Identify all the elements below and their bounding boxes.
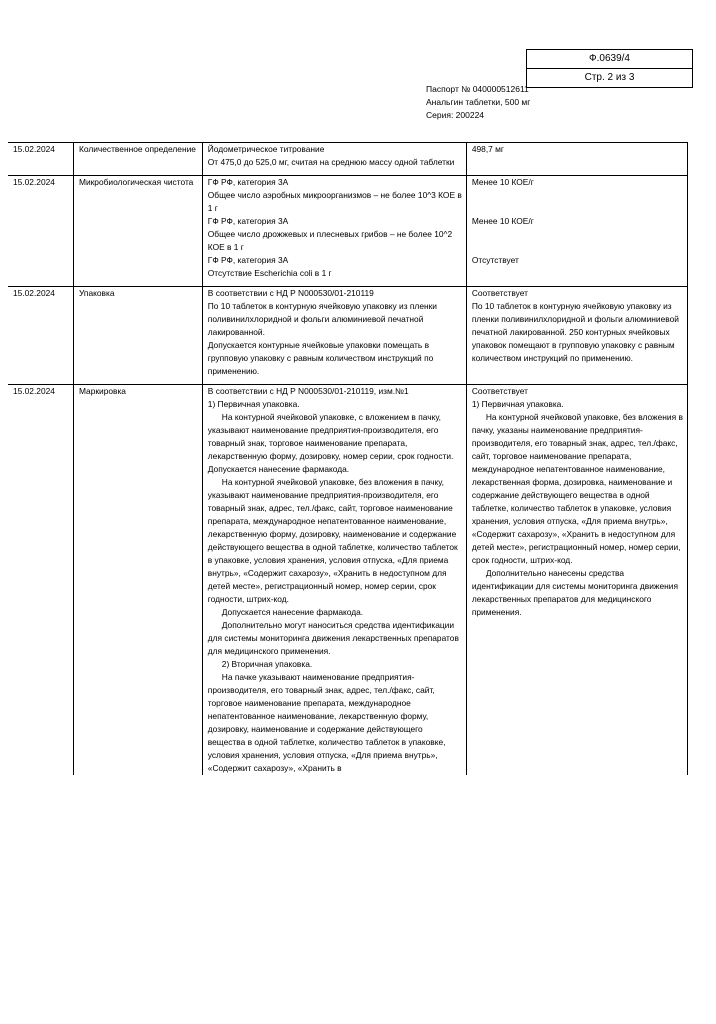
requirement-text: Общее число дрожжевых и плесневых грибов – не более 10^2 КОЕ в 1 г: [207, 229, 453, 252]
result-text: 498,7 мг: [471, 144, 504, 154]
test-results-table: [8, 142, 688, 775]
row-test-name: Микробиологическая чистота: [73, 176, 202, 287]
result-text: Дополнительно нанесены средства идентификации для системы мониторинга движения лекарственных препаратов для медицинского применения.: [471, 568, 679, 617]
row-date: 15.02.2024: [8, 143, 73, 176]
row-test-name: Количественное определение: [73, 143, 202, 176]
row-date: 15.02.2024: [8, 176, 73, 287]
requirement-text: Дополнительно могут наноситься средства идентификации для системы мониторинга движения лекарственных препаратов для медицинского применения.: [207, 620, 459, 656]
requirement-text: 2) Вторичная упаковка.: [221, 659, 313, 669]
requirement-text: Допускается нанесение фармакода.: [221, 607, 364, 617]
row-result: [466, 287, 687, 385]
requirement-text: ГФ РФ, категория 3А: [207, 255, 289, 265]
result-text: По 10 таблеток в контурную ячейковую упаковку из пленки поливинилхлоридной и фольги алюминиевой печатной лакированной. 250 контурных ячейковых упаковок помещают в групповую упаковку с равным количеством инструкций по применению.: [471, 301, 679, 363]
requirement-text: Отсутствие Escherichia coli в 1 г: [207, 268, 332, 278]
requirement-text: 1) Первичная упаковка.: [207, 399, 300, 409]
requirement-text: От 475,0 до 525,0 мг, считая на среднюю массу одной таблетки: [207, 157, 455, 167]
requirement-text: В соответствии с НД Р N000530/01-210119: [207, 288, 374, 298]
row-date: 15.02.2024: [8, 385, 73, 776]
table-row: [8, 176, 688, 287]
series-number: Серия: 200224: [426, 110, 485, 120]
requirement-text: По 10 таблеток в контурную ячейковую упаковку из пленки поливинилхлоридной и фольги алюминиевой печатной лакированной.: [207, 301, 437, 337]
form-code: Ф.0639/4: [527, 50, 692, 69]
result-text: Менее 10 КОЕ/г: [471, 216, 534, 226]
table-row: [8, 143, 688, 176]
row-result: [466, 385, 687, 776]
row-requirement: [202, 176, 466, 287]
requirement-text: Допускается контурные ячейковые упаковки помещать в групповую упаковку с равным количеством инструкций по применению.: [207, 340, 434, 376]
row-test-name: Упаковка: [73, 287, 202, 385]
requirement-text: ГФ РФ, категория 3А: [207, 216, 289, 226]
row-test-name: Маркировка: [73, 385, 202, 776]
result-text: Отсутствует: [471, 255, 519, 265]
row-requirement: [202, 287, 466, 385]
product-name: Анальгин таблетки, 500 мг: [426, 97, 531, 107]
requirement-text: В соответствии с НД Р N000530/01-210119, изм.№1: [207, 386, 409, 396]
result-text: 1) Первичная упаковка.: [471, 399, 564, 409]
result-text: Соответствует: [471, 386, 528, 396]
requirement-text: ГФ РФ, категория 3А: [207, 177, 289, 187]
result-text: На контурной ячейковой упаковке, без вложения в пачку, указаны наименование предприятия-производителя, его товарный знак, адрес, тел./факс, сайт, торговое наименование препарата, международное непатентованное наименование, лекарственная форма, дозировка, наименование и содержание действующего вещества в одной таблетке, количество таблеток в упаковке, условия хранения, условия отпуска, «Для приема внутрь», «Содержит сахарозу», «Хранить в недоступном для детей месте», регистрационный номер, номер серии, срок годности, штрих-код.: [471, 412, 683, 565]
requirement-text: На пачке указывают наименование предприятия-производителя, его товарный знак, адрес, тел./факс, сайт, торговое наименование препарата, международное непатентованное наименование, лекарственную форму, дозировку, наименование и содержание действующего вещества в одной таблетке, количество таблеток в упаковке, условия хранения, условия отпуска, «Для приема внутрь», «Содержит сахарозу», «Хранить в: [207, 672, 446, 773]
result-text: Менее 10 КОЕ/г: [471, 177, 534, 187]
passport-number: Паспорт № 040000512611: [426, 84, 529, 94]
row-result: [466, 143, 687, 176]
requirement-text: На контурной ячейковой упаковке, с вложением в пачку, указывают наименование предприятия-производителя, его товарный знак, торговое наименование препарата, лекарственную форму, дозировку, номер серии, срок годности. Допускается нанесение фармакода.: [207, 412, 454, 474]
requirement-text: Йодометрическое титрование: [207, 144, 325, 154]
row-requirement: [202, 143, 466, 176]
page-indicator: Стр. 2 из 3: [584, 72, 635, 83]
result-text: Соответствует: [471, 288, 528, 298]
passport-header: [426, 83, 530, 122]
row-requirement: [202, 385, 466, 776]
requirement-text: На контурной ячейковой упаковке, без вложения в пачку, указывают наименование предприятия-производителя, его товарный знак, адрес, тел./факс, сайт, торговое наименование препарата, международное непатентованное наименование, лекарственную форму, дозировку, наименование и содержание действующего вещества в одной таблетке, количество таблеток в упаковке, условия хранения, условия отпуска, «Для приема внутрь», «Содержит сахарозу», «Хранить в недоступном для детей месте», регистрационный номер, номер серии, срок годности, штрих-код.: [207, 477, 458, 604]
row-date: 15.02.2024: [8, 287, 73, 385]
row-result: [466, 176, 687, 287]
table-row: [8, 385, 688, 776]
table-row: [8, 287, 688, 385]
form-code-box: [526, 49, 693, 88]
requirement-text: Общее число аэробных микроорганизмов – не более 10^3 КОЕ в 1 г: [207, 190, 462, 213]
